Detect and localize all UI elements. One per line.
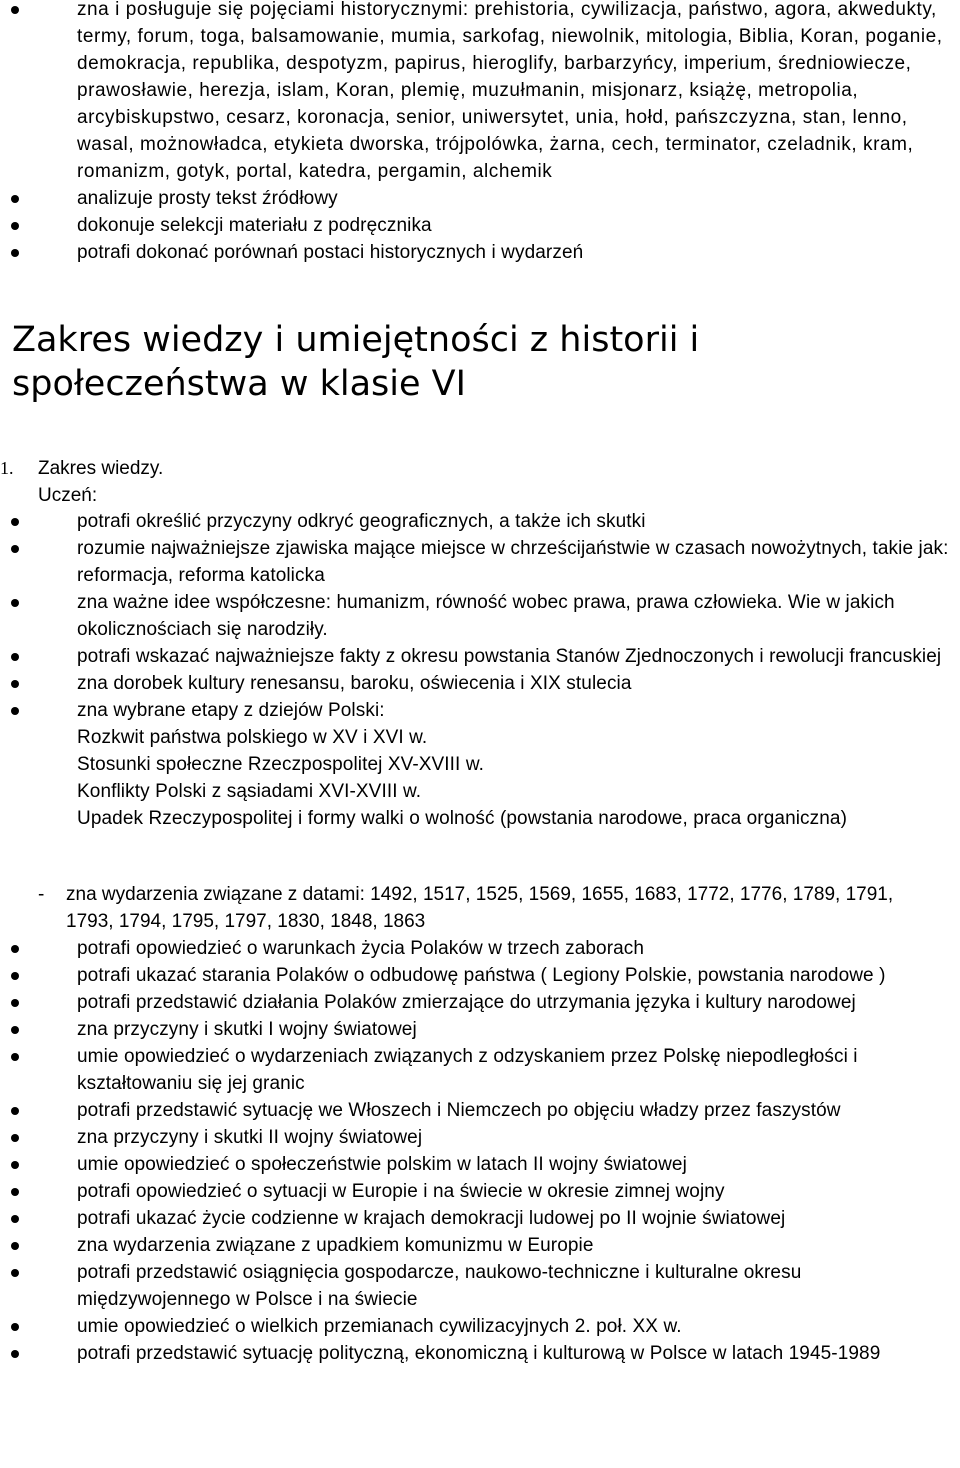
section-heading: Zakres wiedzy i umiejętności z historii i społeczeństwa w klasie VI bbox=[12, 320, 700, 404]
list-item: rozumie najważniejsze zjawiska mające miejsce w chrześcijaństwie w czasach nowożytnych, takie jak: reformacja, reforma katolicka bbox=[0, 535, 960, 589]
section-title: Zakres wiedzy. bbox=[38, 458, 164, 479]
list-item: potrafi przedstawić sytuację we Włoszech i Niemczech po objęciu władzy przez faszystów bbox=[0, 1097, 960, 1124]
list-item: dokonuje selekcji materiału z podręcznika bbox=[0, 212, 960, 239]
sub-line: Konflikty Polski z sąsiadami XVI-XVIII w. bbox=[77, 781, 422, 802]
dates-text: zna wydarzenia związane z datami: 1492, 1517, 1525, 1569, 1655, 1683, 1772, 1776, 1789, 1791, 1793, 1794, 1795, 1797, 1830, 1848, 1863 bbox=[66, 884, 894, 932]
sub-line: Upadek Rzeczypospolitej i formy walki o wolność (powstania narodowe, praca organiczna) bbox=[77, 808, 848, 829]
list-item: potrafi określić przyczyny odkryć geograficznych, a także ich skutki bbox=[0, 508, 960, 535]
list-item: umie opowiedzieć o wydarzeniach związanych z odzyskaniem przez Polskę niepodległości i kształtowaniu się jej granic bbox=[0, 1043, 960, 1097]
list-item: zna dorobek kultury renesansu, baroku, oświecenia i XIX stulecia bbox=[0, 670, 960, 697]
student-label: Uczeń: bbox=[38, 485, 98, 506]
list-item: potrafi dokonać porównań postaci historycznych i wydarzeń bbox=[0, 239, 960, 266]
list-item-head: zna wybrane etapy z dziejów Polski: bbox=[77, 700, 385, 721]
list-item: potrafi ukazać starania Polaków o odbudowę państwa ( Legiony Polskie, powstania narodowe ) bbox=[0, 962, 960, 989]
list-item: potrafi przedstawić działania Polaków zmierzające do utrzymania języka i kultury narodowej bbox=[0, 989, 960, 1016]
list-item: zna ważne idee współczesne: humanizm, równość wobec prawa, prawa człowieka. Wie w jakich okolicznościach się narodziły. bbox=[0, 589, 960, 643]
list-item: potrafi opowiedzieć o sytuacji w Europie i na świecie w okresie zimnej wojny bbox=[0, 1178, 960, 1205]
list-item: umie opowiedzieć o wielkich przemianach cywilizacyjnych 2. poł. XX w. bbox=[0, 1313, 960, 1340]
dash-marker: - bbox=[38, 884, 45, 905]
section-number: 1. bbox=[0, 458, 14, 478]
sub-line: Stosunki społeczne Rzeczpospolitej XV-XVIII w. bbox=[77, 754, 484, 775]
list-item-polish-history bbox=[0, 697, 960, 832]
list-item: potrafi przedstawić sytuację polityczną, ekonomiczną i kulturową w Polsce w latach 1945-1989 bbox=[0, 1340, 960, 1367]
knowledge-list-b bbox=[0, 935, 960, 1367]
list-item: zna przyczyny i skutki II wojny światowej bbox=[0, 1124, 960, 1151]
list-item: potrafi wskazać najważniejsze fakty z okresu powstania Stanów Zjednoczonych i rewolucji francuskiej bbox=[0, 643, 960, 670]
list-item: potrafi ukazać życie codzienne w krajach demokracji ludowej po II wojnie światowej bbox=[0, 1205, 960, 1232]
list-item: potrafi przedstawić osiągnięcia gospodarcze, naukowo-techniczne i kulturalne okresu międzywojennego w Polsce i na świecie bbox=[0, 1259, 960, 1313]
list-item: zna przyczyny i skutki I wojny światowej bbox=[0, 1016, 960, 1043]
skills-list-top bbox=[0, 0, 960, 266]
list-item: umie opowiedzieć o społeczeństwie polskim w latach II wojny światowej bbox=[0, 1151, 960, 1178]
list-item: potrafi opowiedzieć o warunkach życia Polaków w trzech zaborach bbox=[0, 935, 960, 962]
list-item: analizuje prosty tekst źródłowy bbox=[0, 185, 960, 212]
sub-line: Rozkwit państwa polskiego w XV i XVI w. bbox=[77, 727, 428, 748]
knowledge-list-a bbox=[0, 508, 960, 832]
list-item: zna i posługuje się pojęciami historycznymi: prehistoria, cywilizacja, państwo, agora, akwedukty, termy, forum, toga, balsamowanie, mumia, sarkofag, niewolnik, mitologia, Biblia, Koran, poganie, demokracja, republika, despotyzm, papirus, hieroglify, barbarzyńcy, imperium, średniowiecze, prawosławie, herezja, islam, Koran, plemię, muzułmanin, misjonarz, książę, metropolia, arcybiskupstwo, cesarz, koronacja, senior, uniwersytet, unia, hołd, pańszczyzna, stan, lenno, wasal, możnowładca, etykieta dworska, trójpolówka, żarna, cech, terminator, czeladnik, kram, romanizm, gotyk, portal, katedra, pergamin, alchemik bbox=[0, 0, 960, 185]
list-item: zna wydarzenia związane z upadkiem komunizmu w Europie bbox=[0, 1232, 960, 1259]
